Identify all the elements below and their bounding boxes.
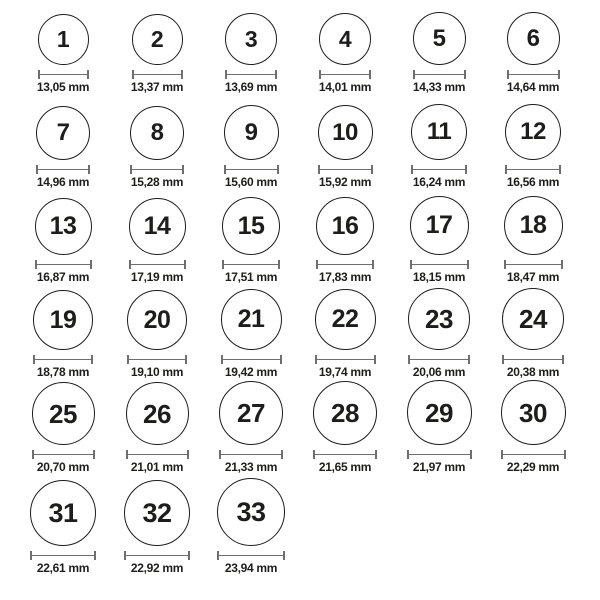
diameter-ruler-line: [222, 359, 281, 361]
ring-size-number: 28: [331, 398, 359, 428]
ring-size-number: 32: [142, 497, 172, 528]
ring-size-item: [486, 196, 580, 287]
diameter-ruler-line: [133, 74, 182, 76]
diameter-label: 16,56 mm: [506, 175, 560, 189]
diameter-label: 22,92 mm: [130, 561, 184, 575]
ring-size-number: 24: [519, 304, 547, 334]
ring-size-number: 13: [49, 212, 77, 240]
ring-size-number: 33: [236, 496, 266, 527]
ring-size-row: [16, 477, 580, 578]
ring-size-number: 16: [331, 211, 359, 240]
ring-size-number: 30: [519, 397, 547, 428]
diameter-ruler: [36, 165, 90, 174]
ring-size-number: 11: [426, 118, 452, 145]
ring-size-item: [204, 105, 298, 192]
diameter-ruler: [217, 551, 285, 560]
diameter-ruler-line: [39, 74, 88, 76]
diameter-ruler: [127, 355, 187, 364]
ring-size-number: 26: [143, 398, 171, 429]
ring-size-item: [204, 197, 298, 287]
ring-size-row: [16, 287, 580, 382]
ring-size-item: [392, 104, 486, 192]
ring-circle: [411, 104, 467, 160]
ring-size-rows: [16, 2, 600, 578]
diameter-ruler: [501, 450, 566, 459]
diameter-ruler: [38, 70, 89, 79]
diameter-label: 14,64 mm: [506, 80, 560, 94]
ring-circle: [30, 480, 96, 546]
diameter-label: 23,94 mm: [224, 561, 278, 575]
diameter-label: 20,70 mm: [36, 460, 90, 474]
ring-circle: [501, 380, 566, 445]
ring-size-item: [486, 12, 580, 97]
ring-circle: [132, 14, 183, 65]
diameter-ruler: [408, 355, 470, 364]
ring-circle: [410, 196, 469, 255]
ring-size-number: 10: [332, 118, 358, 146]
diameter-label: 22,61 mm: [36, 561, 90, 575]
diameter-ruler: [126, 450, 189, 459]
ring-circle: [318, 105, 373, 160]
ring-size-item: [16, 290, 110, 382]
diameter-ruler-line: [503, 359, 563, 361]
ring-size-number: 15: [237, 211, 265, 240]
diameter-label: 14,96 mm: [36, 175, 90, 189]
diameter-label: 17,83 mm: [318, 270, 372, 284]
diameter-ruler: [35, 260, 92, 269]
diameter-label: 13,69 mm: [224, 80, 278, 94]
ring-size-item: [16, 14, 110, 97]
diameter-ruler-line: [131, 169, 183, 171]
diameter-ruler-line: [411, 264, 468, 266]
ring-size-item: [204, 13, 298, 97]
diameter-label: 16,24 mm: [412, 175, 466, 189]
ring-circle: [413, 12, 466, 65]
ring-size-number: 7: [56, 119, 70, 146]
diameter-ruler-line: [34, 359, 92, 361]
diameter-label: 15,92 mm: [318, 175, 372, 189]
diameter-label: 14,01 mm: [318, 80, 372, 94]
ring-circle: [33, 290, 93, 350]
diameter-ruler: [225, 70, 277, 79]
diameter-label: 13,37 mm: [130, 80, 184, 94]
ring-size-row: [16, 382, 580, 477]
ring-size-number: 20: [143, 305, 171, 334]
ring-size-item: [110, 480, 204, 578]
diameter-ruler-line: [225, 169, 278, 171]
ring-size-item: [486, 380, 580, 477]
diameter-ruler-line: [506, 169, 560, 171]
diameter-ruler: [315, 355, 376, 364]
ring-circle: [315, 289, 376, 350]
diameter-ruler: [32, 450, 95, 459]
ring-size-number: 4: [338, 25, 352, 52]
ring-circle: [127, 290, 187, 350]
diameter-label: 22,29 mm: [506, 460, 560, 474]
diameter-label: 20,38 mm: [506, 365, 560, 379]
ring-circle: [505, 104, 561, 160]
ring-circle: [217, 478, 285, 546]
ring-size-item: [298, 105, 392, 192]
ring-size-row: [16, 192, 580, 287]
ring-size-item: [204, 478, 298, 578]
ring-size-item: [110, 382, 204, 477]
ring-size-item: [110, 106, 204, 192]
diameter-ruler-line: [505, 264, 562, 266]
ring-circle: [36, 106, 90, 160]
ring-circle: [225, 13, 277, 65]
diameter-label: 19,42 mm: [224, 365, 278, 379]
diameter-ruler: [505, 165, 561, 174]
diameter-ruler-line: [317, 264, 373, 266]
ring-size-item: [204, 381, 298, 477]
diameter-label: 18,78 mm: [36, 365, 90, 379]
diameter-label: 21,97 mm: [412, 460, 466, 474]
ring-size-item: [392, 12, 486, 97]
diameter-ruler-line: [412, 169, 466, 171]
ring-size-number: 25: [49, 398, 77, 429]
diameter-label: 15,28 mm: [130, 175, 184, 189]
diameter-label: 17,19 mm: [130, 270, 184, 284]
diameter-ruler-line: [314, 454, 376, 456]
ring-circle: [124, 480, 190, 546]
diameter-ruler-line: [127, 454, 188, 456]
ring-circle: [219, 381, 283, 445]
diameter-ruler: [313, 450, 377, 459]
ring-size-number: 27: [237, 398, 265, 428]
diameter-label: 14,33 mm: [412, 80, 466, 94]
diameter-ruler-line: [408, 454, 471, 456]
diameter-label: 16,87 mm: [36, 270, 90, 284]
ring-size-item: [298, 197, 392, 287]
diameter-ruler-line: [508, 74, 559, 76]
diameter-label: 21,65 mm: [318, 460, 372, 474]
ring-size-item: [16, 106, 110, 192]
diameter-ruler-line: [130, 264, 185, 266]
ring-size-item: [298, 13, 392, 97]
ring-size-number: 6: [526, 24, 540, 52]
diameter-label: 13,05 mm: [36, 80, 90, 94]
ring-circle: [129, 198, 186, 255]
ring-circle: [224, 105, 279, 160]
ring-circle: [502, 288, 564, 350]
ring-size-number: 22: [331, 305, 359, 333]
ring-size-item: [486, 104, 580, 192]
ring-size-number: 19: [49, 305, 77, 334]
diameter-ruler: [410, 260, 469, 269]
ring-size-item: [392, 380, 486, 477]
ring-size-row: [16, 2, 580, 97]
ring-circle: [222, 197, 280, 255]
ring-circle: [38, 14, 89, 65]
diameter-ruler: [129, 260, 186, 269]
ring-size-number: 8: [150, 119, 164, 146]
ring-size-item: [298, 289, 392, 382]
diameter-ruler: [504, 260, 563, 269]
diameter-ruler-line: [36, 264, 91, 266]
diameter-label: 17,51 mm: [224, 270, 278, 284]
diameter-ruler-line: [319, 169, 372, 171]
ring-size-number: 23: [425, 304, 453, 334]
ring-size-item: [204, 289, 298, 382]
ring-size-item: [486, 288, 580, 382]
diameter-ruler: [33, 355, 93, 364]
diameter-label: 19,10 mm: [130, 365, 184, 379]
ring-size-number: 29: [425, 397, 453, 428]
diameter-ruler-line: [220, 454, 282, 456]
diameter-ruler: [30, 551, 96, 560]
ring-size-number: 31: [48, 497, 78, 528]
ring-size-item: [298, 381, 392, 477]
ring-size-item: [16, 480, 110, 578]
ring-size-row: [16, 97, 580, 192]
diameter-ruler-line: [37, 169, 89, 171]
diameter-ruler: [221, 355, 282, 364]
diameter-ruler-line: [414, 74, 465, 76]
ring-circle: [313, 381, 377, 445]
ring-circle: [35, 198, 92, 255]
ring-size-item: [110, 198, 204, 287]
diameter-ruler: [224, 165, 279, 174]
ring-size-number: 17: [425, 211, 453, 239]
ring-circle: [126, 382, 189, 445]
ring-size-item: [392, 196, 486, 287]
ring-size-item: [392, 288, 486, 382]
ring-size-number: 1: [56, 26, 70, 52]
ring-circle: [507, 12, 560, 65]
ring-circle: [32, 382, 95, 445]
ring-circle: [504, 196, 563, 255]
diameter-ruler-line: [128, 359, 186, 361]
diameter-label: 19,74 mm: [318, 365, 372, 379]
diameter-ruler-line: [223, 264, 279, 266]
diameter-label: 18,15 mm: [412, 270, 466, 284]
diameter-ruler-line: [218, 555, 284, 557]
ring-size-number: 9: [244, 118, 258, 146]
ring-size-item: [16, 198, 110, 287]
ring-size-item: [110, 14, 204, 97]
diameter-ruler: [132, 70, 183, 79]
diameter-ruler: [407, 450, 472, 459]
ring-size-item: [16, 382, 110, 477]
diameter-ruler: [316, 260, 374, 269]
diameter-ruler: [219, 450, 283, 459]
ring-circle: [221, 289, 282, 350]
diameter-ruler-line: [226, 74, 276, 76]
diameter-ruler: [502, 355, 564, 364]
ring-circle: [319, 13, 371, 65]
diameter-ruler-line: [31, 555, 95, 557]
diameter-ruler-line: [409, 359, 469, 361]
ring-size-number: 3: [244, 25, 258, 52]
ring-size-number: 5: [432, 24, 446, 52]
ring-size-number: 14: [143, 212, 171, 240]
ring-circle: [130, 106, 184, 160]
diameter-ruler-line: [33, 454, 94, 456]
ring-size-item: [110, 290, 204, 382]
diameter-ruler-line: [320, 74, 370, 76]
diameter-ruler-line: [316, 359, 375, 361]
ring-size-number: 12: [520, 118, 546, 145]
diameter-ruler: [222, 260, 280, 269]
diameter-ruler: [318, 165, 373, 174]
diameter-ruler: [130, 165, 184, 174]
diameter-ruler: [411, 165, 467, 174]
diameter-label: 18,47 mm: [506, 270, 560, 284]
ring-circle: [408, 288, 470, 350]
diameter-ruler: [124, 551, 190, 560]
ring-size-number: 2: [150, 26, 164, 52]
diameter-label: 21,33 mm: [224, 460, 278, 474]
ring-circle: [316, 197, 374, 255]
diameter-label: 20,06 mm: [412, 365, 466, 379]
ring-circle: [407, 380, 472, 445]
diameter-ruler: [413, 70, 466, 79]
ring-size-number: 21: [237, 305, 265, 333]
ring-size-number: 18: [519, 211, 547, 239]
diameter-ruler: [507, 70, 560, 79]
diameter-ruler-line: [125, 555, 189, 557]
diameter-label: 15,60 mm: [224, 175, 278, 189]
diameter-label: 21,01 mm: [130, 460, 184, 474]
diameter-ruler: [319, 70, 371, 79]
diameter-ruler-line: [502, 454, 565, 456]
